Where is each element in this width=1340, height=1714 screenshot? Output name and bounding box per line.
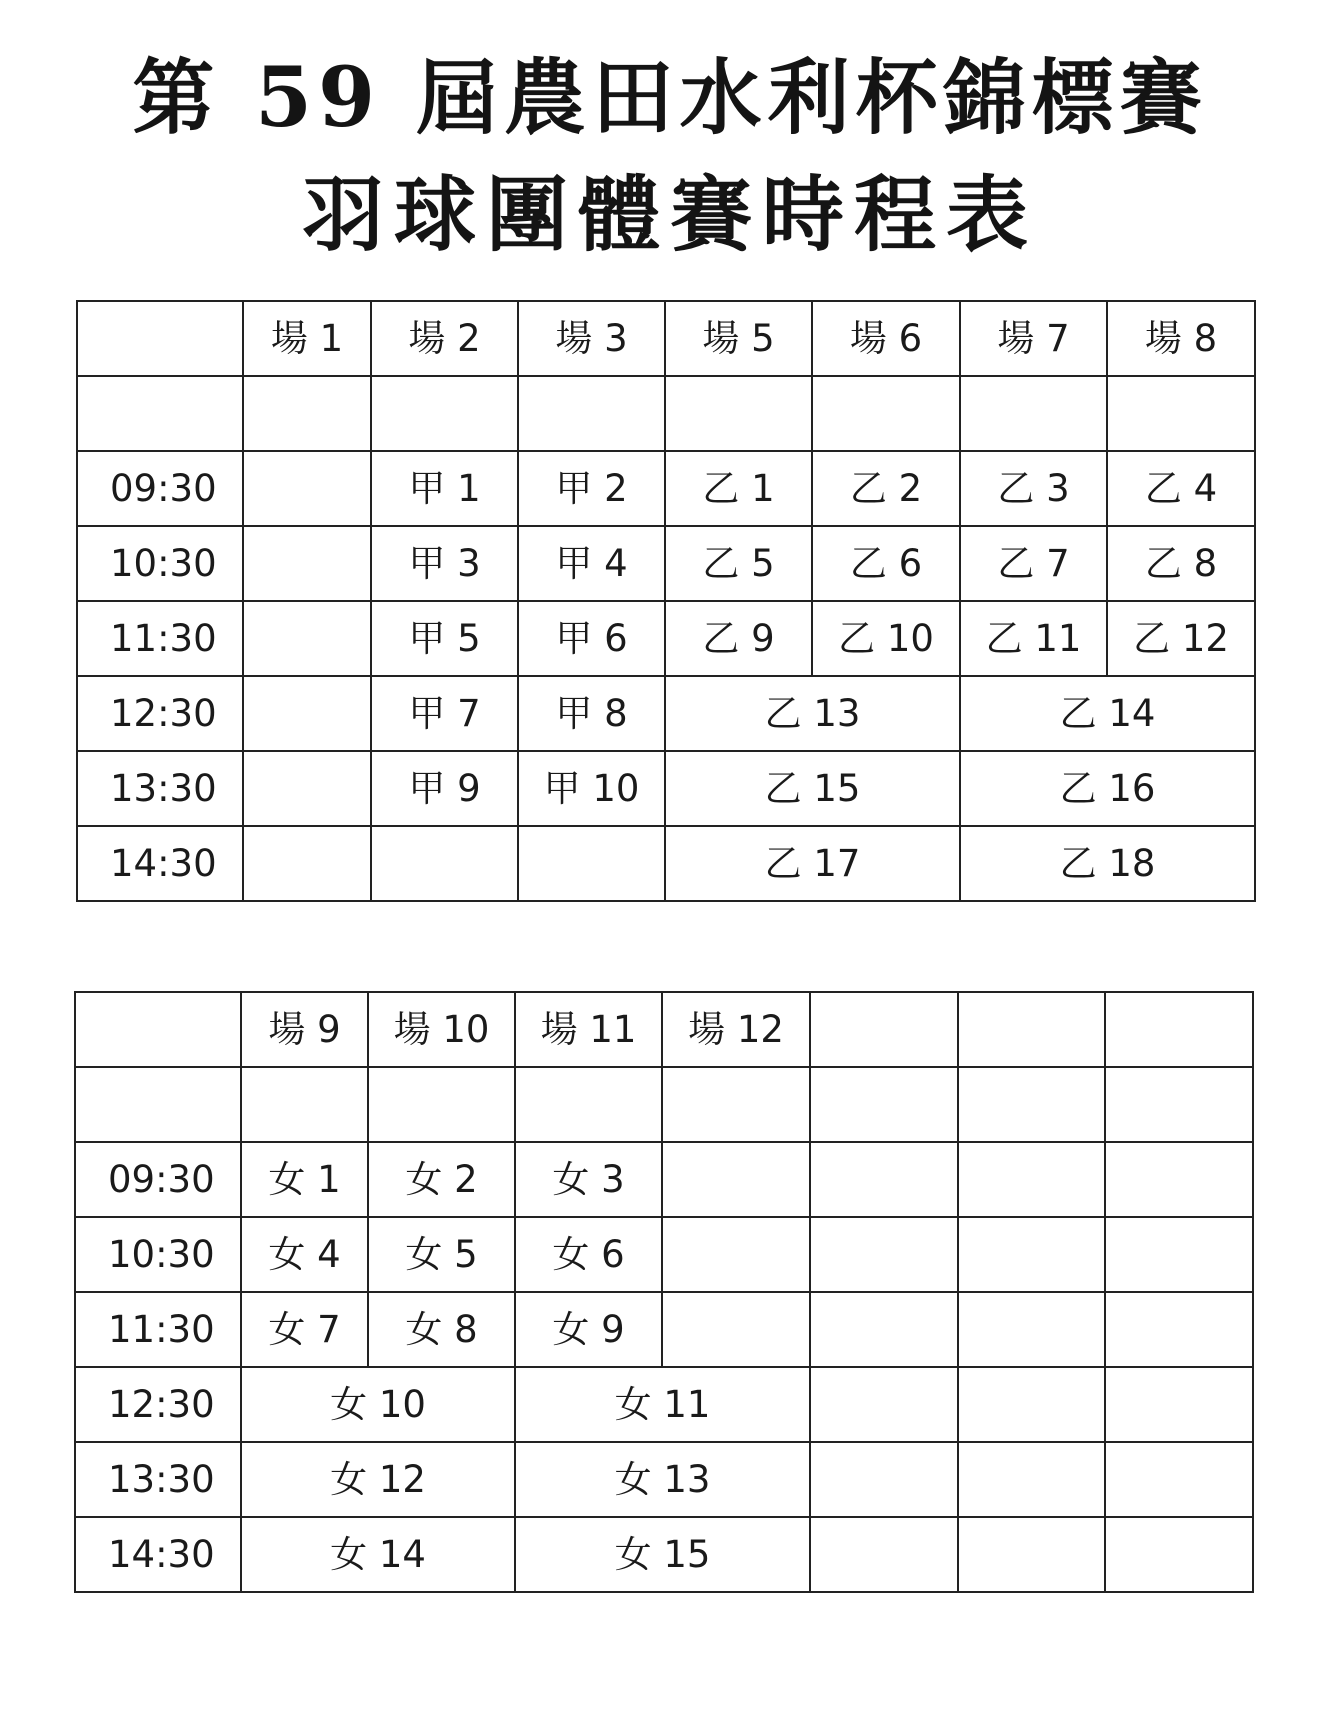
court-header: 場 5 bbox=[665, 301, 812, 376]
blank-cell bbox=[75, 1067, 241, 1142]
court-header: 場 2 bbox=[371, 301, 518, 376]
match-cell: 甲 7 bbox=[371, 676, 518, 751]
blank-cell bbox=[1105, 1217, 1253, 1292]
schedule-table-1 bbox=[76, 300, 1256, 902]
blank-cell bbox=[810, 1442, 958, 1517]
match-cell-merged: 女 15 bbox=[515, 1517, 810, 1592]
blank-cell bbox=[243, 376, 371, 451]
time-cell: 11:30 bbox=[75, 1292, 241, 1367]
match-cell: 女 4 bbox=[241, 1217, 368, 1292]
match-cell: 女 9 bbox=[515, 1292, 662, 1367]
table-row bbox=[77, 751, 1255, 826]
match-cell: 甲 2 bbox=[518, 451, 665, 526]
blank-cell bbox=[958, 1442, 1105, 1517]
time-cell: 13:30 bbox=[77, 751, 243, 826]
blank-cell bbox=[368, 1067, 515, 1142]
match-cell-merged: 乙 17 bbox=[665, 826, 960, 901]
court-header: 場 11 bbox=[515, 992, 662, 1067]
match-cell: 乙 8 bbox=[1107, 526, 1255, 601]
blank-cell bbox=[665, 376, 812, 451]
court-header: 場 6 bbox=[812, 301, 960, 376]
match-cell: 甲 5 bbox=[371, 601, 518, 676]
match-cell-merged: 乙 13 bbox=[665, 676, 960, 751]
blank-cell bbox=[371, 376, 518, 451]
blank-cell bbox=[1105, 1292, 1253, 1367]
match-cell: 乙 7 bbox=[960, 526, 1107, 601]
blank-cell bbox=[1105, 1517, 1253, 1592]
schedule-table-2 bbox=[74, 991, 1254, 1593]
blank-cell bbox=[810, 1367, 958, 1442]
match-cell-merged: 女 11 bbox=[515, 1367, 810, 1442]
blank-cell bbox=[518, 376, 665, 451]
time-cell: 10:30 bbox=[75, 1217, 241, 1292]
court-header bbox=[810, 992, 958, 1067]
match-cell-merged: 乙 14 bbox=[960, 676, 1255, 751]
blank-cell bbox=[958, 1142, 1105, 1217]
time-cell: 13:30 bbox=[75, 1442, 241, 1517]
blank-row bbox=[77, 376, 1255, 451]
match-cell: 乙 11 bbox=[960, 601, 1107, 676]
match-cell: 乙 6 bbox=[812, 526, 960, 601]
table-row bbox=[75, 1217, 1253, 1292]
court-header: 場 3 bbox=[518, 301, 665, 376]
match-cell: 甲 10 bbox=[518, 751, 665, 826]
court-header: 場 9 bbox=[241, 992, 368, 1067]
table-row bbox=[77, 526, 1255, 601]
match-cell: 甲 4 bbox=[518, 526, 665, 601]
time-cell: 14:30 bbox=[77, 826, 243, 901]
header-row bbox=[77, 301, 1255, 376]
match-cell: 女 7 bbox=[241, 1292, 368, 1367]
court-header bbox=[1105, 992, 1253, 1067]
match-cell: 乙 2 bbox=[812, 451, 960, 526]
court-header: 場 8 bbox=[1107, 301, 1255, 376]
match-cell: 甲 6 bbox=[518, 601, 665, 676]
blank-cell bbox=[77, 376, 243, 451]
time-cell: 09:30 bbox=[75, 1142, 241, 1217]
time-cell: 09:30 bbox=[77, 451, 243, 526]
page-subtitle: 羽球團體賽時程表 bbox=[301, 167, 1038, 263]
blank-cell bbox=[958, 1067, 1105, 1142]
blank-cell bbox=[810, 1517, 958, 1592]
match-cell bbox=[243, 826, 371, 901]
blank-cell bbox=[1107, 376, 1255, 451]
match-cell-merged: 女 12 bbox=[241, 1442, 515, 1517]
table-row bbox=[77, 676, 1255, 751]
match-cell-merged: 乙 16 bbox=[960, 751, 1255, 826]
match-cell: 女 3 bbox=[515, 1142, 662, 1217]
match-cell bbox=[243, 601, 371, 676]
match-cell bbox=[243, 526, 371, 601]
match-cell: 女 6 bbox=[515, 1217, 662, 1292]
match-cell: 甲 1 bbox=[371, 451, 518, 526]
match-cell-merged: 女 13 bbox=[515, 1442, 810, 1517]
corner-cell bbox=[75, 992, 241, 1067]
blank-cell bbox=[662, 1217, 810, 1292]
court-header: 場 10 bbox=[368, 992, 515, 1067]
court-header bbox=[958, 992, 1105, 1067]
match-cell bbox=[243, 451, 371, 526]
court-header: 場 12 bbox=[662, 992, 810, 1067]
blank-cell bbox=[958, 1292, 1105, 1367]
court-header: 場 1 bbox=[243, 301, 371, 376]
match-cell bbox=[243, 676, 371, 751]
header-row bbox=[75, 992, 1253, 1067]
blank-cell bbox=[662, 1067, 810, 1142]
court-header: 場 7 bbox=[960, 301, 1107, 376]
time-cell: 12:30 bbox=[77, 676, 243, 751]
table-row bbox=[75, 1517, 1253, 1592]
match-cell: 乙 4 bbox=[1107, 451, 1255, 526]
blank-cell bbox=[810, 1142, 958, 1217]
blank-cell bbox=[241, 1067, 368, 1142]
match-cell-merged: 乙 15 bbox=[665, 751, 960, 826]
blank-cell bbox=[662, 1292, 810, 1367]
blank-cell bbox=[958, 1367, 1105, 1442]
match-cell-merged: 女 10 bbox=[241, 1367, 515, 1442]
match-cell: 女 2 bbox=[368, 1142, 515, 1217]
match-cell-merged: 女 14 bbox=[241, 1517, 515, 1592]
match-cell: 乙 1 bbox=[665, 451, 812, 526]
time-cell: 12:30 bbox=[75, 1367, 241, 1442]
match-cell: 乙 3 bbox=[960, 451, 1107, 526]
blank-row bbox=[75, 1067, 1253, 1142]
blank-cell bbox=[810, 1217, 958, 1292]
corner-cell bbox=[77, 301, 243, 376]
match-cell: 女 8 bbox=[368, 1292, 515, 1367]
table-row bbox=[77, 826, 1255, 901]
table-row bbox=[75, 1292, 1253, 1367]
table-row bbox=[77, 601, 1255, 676]
match-cell: 甲 9 bbox=[371, 751, 518, 826]
match-cell: 乙 9 bbox=[665, 601, 812, 676]
match-cell: 乙 10 bbox=[812, 601, 960, 676]
match-cell-merged: 乙 18 bbox=[960, 826, 1255, 901]
match-cell bbox=[243, 751, 371, 826]
table-row bbox=[77, 451, 1255, 526]
page-title: 第 59 屆農田水利杯錦標賽 bbox=[132, 50, 1208, 146]
match-cell: 乙 12 bbox=[1107, 601, 1255, 676]
time-cell: 14:30 bbox=[75, 1517, 241, 1592]
table-row bbox=[75, 1367, 1253, 1442]
time-cell: 10:30 bbox=[77, 526, 243, 601]
blank-cell bbox=[812, 376, 960, 451]
match-cell bbox=[518, 826, 665, 901]
table-row bbox=[75, 1142, 1253, 1217]
blank-cell bbox=[958, 1217, 1105, 1292]
match-cell: 甲 8 bbox=[518, 676, 665, 751]
blank-cell bbox=[810, 1067, 958, 1142]
match-cell: 女 1 bbox=[241, 1142, 368, 1217]
match-cell bbox=[371, 826, 518, 901]
time-cell: 11:30 bbox=[77, 601, 243, 676]
table-row bbox=[75, 1442, 1253, 1517]
blank-cell bbox=[960, 376, 1107, 451]
blank-cell bbox=[1105, 1142, 1253, 1217]
blank-cell bbox=[1105, 1442, 1253, 1517]
blank-cell bbox=[810, 1292, 958, 1367]
blank-cell bbox=[958, 1517, 1105, 1592]
blank-cell bbox=[662, 1142, 810, 1217]
match-cell: 甲 3 bbox=[371, 526, 518, 601]
match-cell: 乙 5 bbox=[665, 526, 812, 601]
match-cell: 女 5 bbox=[368, 1217, 515, 1292]
blank-cell bbox=[1105, 1067, 1253, 1142]
blank-cell bbox=[515, 1067, 662, 1142]
blank-cell bbox=[1105, 1367, 1253, 1442]
